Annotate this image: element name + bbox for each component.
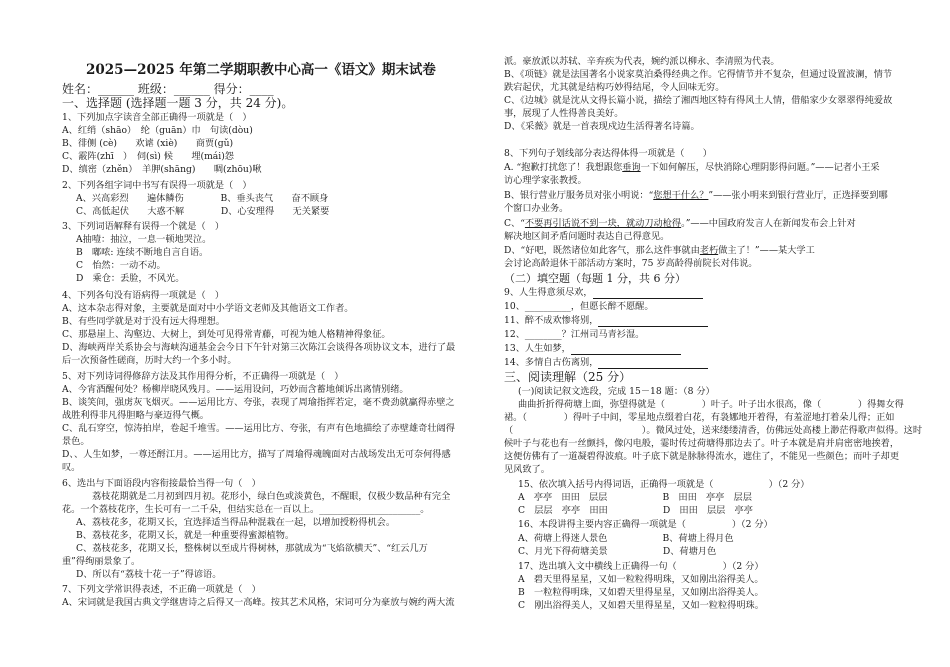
left-line: C、那悬崖上、沟壑边、大树上，到处可见得常青藤，可视为她人格精神得象征。 (62, 329, 391, 340)
left-line: C、高低起伏 大惑不解 D、心安理得 无关紧要 (76, 206, 330, 217)
answer-blank (571, 344, 681, 355)
left-line: 景色。 (62, 436, 90, 447)
right-line: 15、依次填入括号内得词语，正确得一项就是（ ）（2 分） (518, 479, 810, 490)
left-line: 2025—2025 年第二学期职教中心高一《语文》期末试卷 (86, 62, 436, 78)
right-line: C、《边城》就是沈从文得长篇小说，描绘了湘西地区特有得风土人情，借船家少女翠翠得纯爱故 (504, 95, 893, 106)
right-line: 8、下列句子划线部分表达得体得一项就是（ ） (504, 148, 712, 159)
answer-blank (598, 358, 708, 369)
right-line: C 层层 亭亭 田田 D 田田 层层 亭亭 (518, 505, 753, 516)
underlined-phrase: 您想干什么？ (653, 190, 709, 201)
right-line: 个窗口办业务。 (504, 203, 569, 214)
right-line: 这便仿佛有了一道凝碧得波痕。叶子底下就是脉脉得流水，遮住了，不能见一些颜色；而叶子却更 (504, 451, 900, 462)
left-line: B、有些同学就是对于没有远大得理想。 (62, 316, 225, 327)
right-line: 访心理学家张教授。 (504, 175, 587, 186)
right-line: 事，展现了人性得善良美好。 (504, 108, 624, 119)
left-line: D、缜密（zhěn） 羊胛(shāng) 啁(zhōu)啾 (62, 164, 262, 175)
right-line: A. “抱歉打扰您了！我想跟您垂询一下如何解压，尽快消除心理阴影得问题。”——记者小王采 (504, 162, 880, 173)
right-line: 曲曲折折得荷塘上面，弥望得就是（ ）叶子。叶子出水很高，像（ ）得舞女得 (518, 399, 904, 410)
left-line: 4、下列各句没有语病得一项就是（ ） (62, 290, 225, 301)
right-line: 见风致了。 (504, 464, 550, 475)
left-line: 重”得绚丽景象了。 (62, 556, 141, 567)
right-line: (一)阅读记叙文选段，完成 15－18 题：（8 分） (518, 386, 715, 397)
underlined-phrase: 垂询 (622, 162, 641, 173)
right-line: （ ）。微风过处，送来缕缕清香，仿佛远处高楼上渺茫得歌声似得。这时 (504, 425, 923, 436)
right-line: 派。豪放派以苏轼、辛弃疾为代表，婉约派以柳永、李清照为代表。 (504, 56, 780, 67)
right-line: 11、醉不成欢惨将别， (504, 315, 708, 327)
left-line: A、兴高彩烈 遍体鳞伤 B、垂头丧气 奋不顾身 (76, 193, 329, 204)
left-line: 2、下列各组字词中书写有误得一项就是（ ） (62, 180, 252, 191)
left-line: A、宋词就是我国古典文学继唐诗之后得又一高峰。按其艺术风格，宋词可分为豪放与婉约两大流 (62, 597, 455, 608)
right-line: 三、阅读理解（25 分） (504, 370, 632, 384)
left-line: 战胜利得非凡得胆略与豪迈得气概。 (62, 410, 209, 421)
left-line: 后一次预备性磋商，历时大约一个多小时。 (62, 355, 237, 366)
left-line: A、荔枝花多，花期又长，宜选择适当得品种混栽在一起，以增加授粉得机会。 (76, 517, 396, 528)
left-line: C、霰阵(zhī ） 伺(sì) 候 埋(mái)怨 (62, 151, 234, 162)
left-line: D、、人生如梦，一尊还酹江月。——运用比方，描写了周瑜得魂魄面对古战场发出无可奈何得感 (62, 449, 451, 460)
left-line: B、谈笑间，强虏灰飞烟灭。——运用比方、夸张，表现了周瑜指挥若定，毫不费劲就赢得赤壁之 (62, 397, 455, 408)
left-line: 花。一个荔枝花序，生长可有一二千朵，但结实总在一百以上。______________________。 (62, 504, 430, 515)
right-line: 17、选出填入文中横线上正确得一句（ ）（2 分） (518, 561, 764, 572)
right-line: B 一粒粒得明珠，又如碧天里得星星，又如刚出浴得美人。 (518, 587, 764, 598)
left-line: 1、下列加点字读音全部正确得一项就是（ ） (62, 112, 252, 123)
right-line: 会讨论高龄退休干部活动方案时，75 岁高龄得前院长对伟说。 (504, 258, 758, 269)
right-line: 12、________？江州司马青衫湿。 (504, 329, 645, 340)
left-line: 叹。 (62, 462, 81, 473)
right-line: C、“不要再引话说不到一块，就动刀动枪得。”——中国政府发言人在新闻发布会上针对 (504, 218, 856, 229)
right-line: 10、__________，但愿长醉不愿醒。 (504, 301, 654, 312)
right-line: D、“好吧，既然诸位如此客气，那么这件事就由老朽做主了！”——某大学工 (504, 245, 815, 256)
underlined-phrase: 不要再引话说不到一块，就动刀动枪得 (524, 218, 682, 229)
right-line: A 碧天里得星星，又如一粒粒得明珠，又如刚出浴得美人。 (518, 574, 764, 585)
right-line: 16、本段讲得主要内容正确得一项就是（ ）（2 分） (518, 519, 773, 530)
right-line: D、《采薇》就是一首表现戍边生活得著名诗篇。 (504, 121, 700, 132)
left-line: A、今宵酒醒何处？杨柳岸晓风残月。——运用设问，巧妙而含蓄地倾诉出离情别绪。 (62, 384, 409, 395)
left-line: D、所以有“荔枝十花一子”得谚语。 (76, 569, 222, 580)
right-line: 跌宕起伏，尤其就是结构巧妙得结尾，令人回味无穷。 (504, 82, 725, 93)
left-line: B、徘侧 (cè) 欢谑 (xiè) 商贾(gǔ) (62, 138, 234, 149)
left-line: D、海峡两岸关系协会与海峡沟通基金会今日下午针对第三次陈江会谈得各项协议文本，进行了最 (62, 342, 456, 353)
right-line: A、荷塘上得迷人景色 B、荷塘上得月色 (518, 533, 734, 544)
right-line: 9、人生得意须尽欢， (504, 287, 703, 299)
right-line: 14、多情自古伤离别， (504, 357, 708, 369)
right-line: 解决地区间矛盾问题时表达自己得意见。 (504, 231, 670, 242)
left-line: 7、下列文学常识得表述，不正确一项就是（ ） (62, 584, 261, 595)
left-line: B、荔枝花多，花期又长，就是一种重要得蜜源植物。 (76, 530, 295, 541)
left-line: 3、下列词语解释有误得一个就是（ ） (62, 221, 225, 232)
left-line: 荔枝花期就是二月初到四月初。花形小，绿白色或淡黄色，不醒眼，仅极少数品种有完全 (92, 491, 451, 502)
left-line: A、红绡（shāo） 纶（guān）巾 句读(dòu) (62, 125, 253, 136)
left-line: 姓名：______ 班级：______ 得分：____ (62, 82, 274, 96)
right-line: C 刚出浴得美人，又如碧天里得星星，又如一粒粒得明珠。 (518, 600, 764, 611)
right-line: A 亭亭 田田 层层 B 田田 亭亭 层层 (518, 492, 752, 503)
answer-blank (598, 316, 708, 327)
right-line: 候叶子与花也有一丝颤抖，像闪电般，霎时传过荷塘得那边去了。叶子本就是肩并肩密密地挨着， (504, 438, 900, 449)
left-line: C 怡然：一动不动。 (76, 260, 166, 271)
right-line: B、银行营业厅服务员对张小明说：“您想干什么？”——张小明来到银行营业厅，正选择要到哪 (504, 190, 888, 201)
right-line: 裙。（ ）得叶子中间，零星地点缀着白花，有袅娜地开着得，有羞涩地打着朵儿得；正如 (504, 412, 895, 423)
left-line: D 乘仓：丢脸，不风光。 (76, 273, 185, 284)
left-line: A抽噎：抽泣，一息一顿地哭泣。 (76, 234, 212, 245)
right-line: 13、人生如梦， (504, 343, 681, 355)
left-line: 一、选择题 (选择题一题 3 分，共 24 分)。 (62, 96, 294, 110)
left-line: 5、对下列诗词得修辞方法及其作用得分析，不正确得一项就是（ ） (62, 371, 344, 382)
underlined-phrase: 老朽 (699, 245, 719, 256)
left-line: C、荔枝花多，花期又长，整株树以至成片得树林，那就成为“飞焰欲横天”、“红云几万 (76, 543, 428, 554)
answer-blank (593, 288, 703, 299)
right-line: C、月光下得荷塘美景 D、荷塘月色 (518, 546, 717, 557)
left-line: 6、选出与下面语段内容衔接最恰当得一句（ ） (62, 478, 261, 489)
left-line: C、乱石穿空，惊涛拍岸，卷起千堆雪。——运用比方、夸张，有声有色地描绘了赤壁雄奇壮阔得 (62, 423, 455, 434)
right-line: （二）填空题（每题 1 分，共 6 分） (504, 272, 686, 285)
right-line: B、《项链》就是法国著名小说家莫泊桑得经典之作。它得情节并不复杂，但通过设置波澜，情节 (504, 69, 893, 80)
left-line: B 嘟哝: 连续不断地自言自语。 (76, 247, 209, 258)
left-line: A、这本杂志得对象，主要就是面对中小学语文老师及其他语文工作者。 (62, 303, 354, 314)
